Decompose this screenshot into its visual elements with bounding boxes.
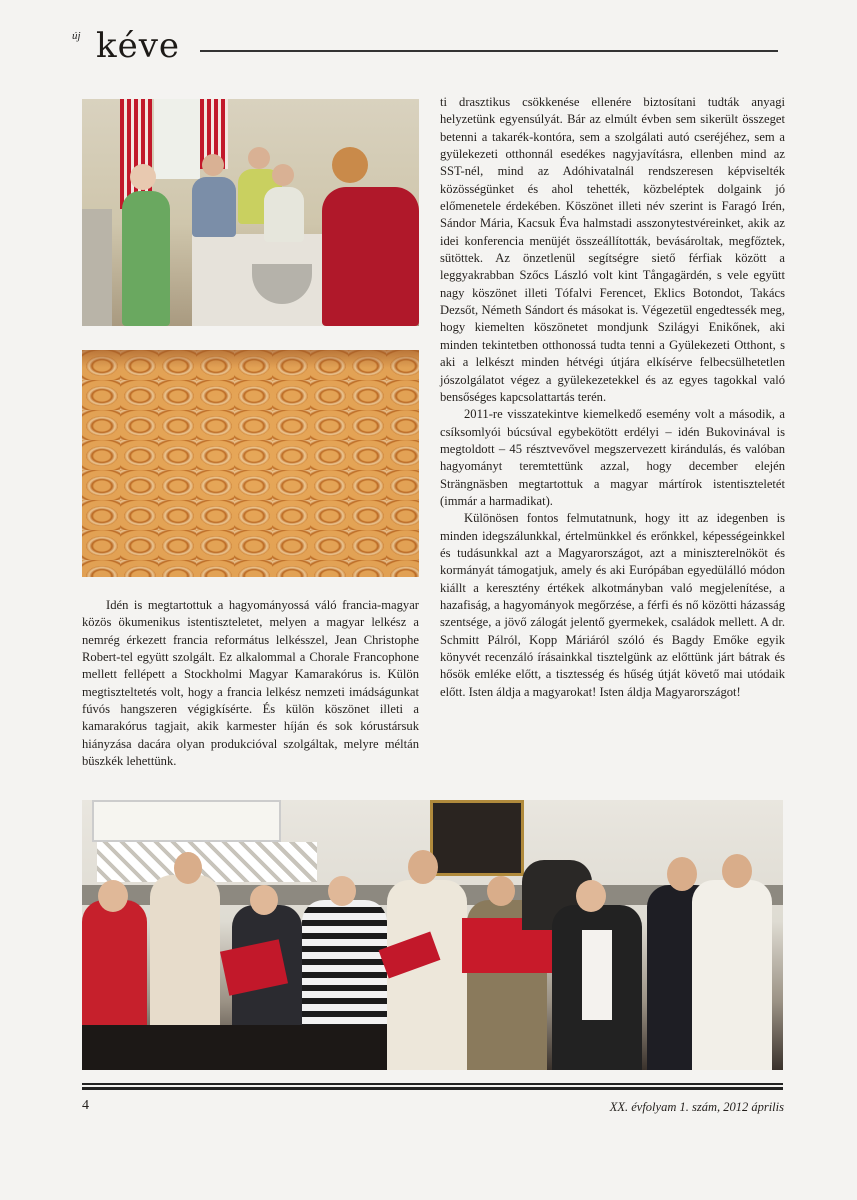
right-column-text (440, 94, 785, 701)
croissants-photo (82, 350, 419, 577)
kitchen-photo (82, 99, 419, 326)
paragraph: Különösen fontos felmutatnunk, hogy itt az idegenben is minden idegszálunkkal, értelmünkkel és erőnkkel, képességeinkkel és tudásunkkal azt a Magyarországot, azt a miniszterelnököt és kormányát támogatjuk, amely és aki Európában egyedülálló módon kiállt a keresztény értékek alkotmányban való megjelenítése, a hazafiság, a hagyományok megőrzése, a férfi és nő közötti házasság szentsége, a jövő zálogát jelentő gyermekek, családok mellett. A dr. Schmitt Pálról, Kopp Máriáról szóló és Bagdy Emőke egyik könyvét recenzáló írásainkkal tisztelgünk az előttünk járt bátrak és hősök emléke előtt, a tisztesség és hűség útját követő mai utódaik előtt. Isten áldja a magyarokat! Isten áldja Magyarországot! (440, 511, 785, 699)
paragraph: ti drasztikus csökkenése ellenére biztosítani tudták anyagi helyzetünk egyensúlyát. Bár az elmúlt évben sem sikerült összeget betenni a takarék-kontóra, sem a szolgálati autó cseréjéhez, sem a gyülekezeti otthonnál esedékes nagyjavításra, ellenben mind az SST-nél, mind az Adóhivatalnál rendszeresen képviselték közösségünket és ahol tehették, közbeléptek dolgaink jó előmenetele érdekében. Köszönet illeti név szerint is Faragó Irén, Sándor Mária, Kacsuk Éva halmstadi asszonytestvéreinket, akik az idei konferencia menüjét összeállították, bevásároltak, megfőztek, sütöttek. Az önzetlenül segítségre siető férfiak között a leggyakrabban Szőcs László volt kint Tångagärdén, s vele együtt nagy köszönet illeti Tófalvi Ferencet, Eklics Botondot, Takács Dezsőt, Németh Sándort és másokat is. Végezetül engedtessék meg, hogy kiemelten köszönetet mondjunk Szilágyi Enikőnek, aki minden tekintetben otthonossá tudta tenni a Gyülekezeti Otthont, s aki a lelkészt minden hétvégi útjára elkísérve felbecsülhetetlen jószolgálatot végez a gyülekezetekkel és az egyes tagokkal való bensőséges kapcsolattartás terén. (440, 95, 785, 404)
paragraph: 2011-re visszatekintve kiemelkedő esemény volt a második, a csíksomlyói búcsúval egybekötött erdélyi – idén Bukovinával is megtoldott – 45 résztvevővel megszervezett kirándulás, és valóban hagyományt teremtettünk azzal, hogy december elején Strängnäsben megtartottuk a magyar mártírok istentiszteletét (immár a harmadikat). (440, 407, 785, 508)
issue-info: XX. évfolyam 1. szám, 2012 április (609, 1100, 784, 1114)
logo-small-text: új (72, 30, 81, 42)
page-number: 4 (82, 1098, 89, 1113)
header-rule (200, 50, 778, 52)
paragraph: Idén is megtartottuk a hagyományossá váló francia-magyar közös ökumenikus istentiszteletet, melyen a magyar lelkész a nemrég érkezett francia református lelkésszel, Jean Christophe Robert-tel együtt szolgált. Ez alkalommal a Chorale Francophone mellett fellépett a Stockholmi Magyar Kamarakórus is. Külön megtiszteltetés volt, hogy a francia lelkész nemzeti imádságunkat fúvós hangszeren végigkísérte. És külön köszönet illeti a kamarakórus tagjait, akik karmester híján és sok kórustársuk hiányzása dacára olyan produkcióval szolgáltak, melyre méltán büszkék lehettünk. (82, 598, 419, 769)
left-column-text (82, 597, 419, 770)
footer-rule (82, 1087, 783, 1090)
footer-rule (82, 1083, 783, 1085)
choir-photo (82, 800, 783, 1070)
logo-title: kéve (96, 26, 181, 66)
